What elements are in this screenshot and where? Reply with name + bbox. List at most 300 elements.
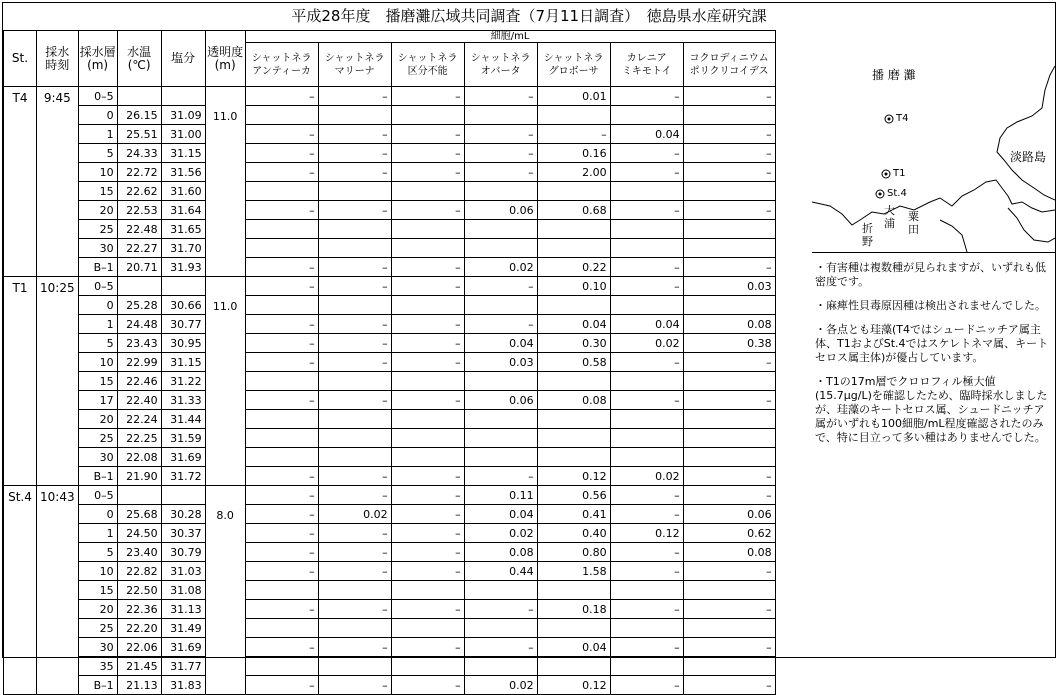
cell-count: 0.02	[610, 334, 683, 353]
sampling-time: 10:25	[37, 277, 79, 486]
cell-count	[391, 657, 464, 676]
cell-count	[683, 429, 775, 448]
cell-count: –	[245, 353, 318, 372]
cell-count	[245, 619, 318, 638]
depth-cell: B–1	[78, 676, 117, 695]
table-row	[4, 258, 776, 277]
cell-count	[537, 182, 610, 201]
depth-cell: 1	[78, 315, 117, 334]
cell-count	[318, 581, 391, 600]
cell-count: 2.00	[537, 163, 610, 182]
cell-count: 0.58	[537, 353, 610, 372]
temp-cell: 22.24	[117, 410, 161, 429]
salinity-cell: 30.77	[161, 315, 205, 334]
cell-count: –	[683, 258, 775, 277]
cell-count: 0.02	[610, 467, 683, 486]
cell-count: 0.80	[537, 543, 610, 562]
table-row	[4, 467, 776, 486]
table-row	[4, 353, 776, 372]
depth-cell: 35	[78, 657, 117, 676]
cell-count	[537, 239, 610, 258]
cell-count: –	[391, 505, 464, 524]
cell-count: 0.08	[683, 315, 775, 334]
temp-cell: 25.68	[117, 505, 161, 524]
cell-count	[318, 220, 391, 239]
cell-count	[318, 657, 391, 676]
cell-count: –	[610, 87, 683, 106]
cell-count: –	[318, 201, 391, 220]
cell-count	[610, 296, 683, 315]
cell-count: –	[610, 144, 683, 163]
cell-count: 0.08	[537, 391, 610, 410]
temp-cell: 21.90	[117, 467, 161, 486]
table-row	[4, 296, 776, 315]
table-row	[4, 220, 776, 239]
cell-count	[610, 448, 683, 467]
cell-count: –	[318, 486, 391, 505]
header-salinity: 塩分	[161, 31, 205, 87]
cell-count: 0.41	[537, 505, 610, 524]
cell-count: –	[683, 600, 775, 619]
cell-count	[464, 619, 537, 638]
cell-count	[683, 239, 775, 258]
cell-count	[683, 220, 775, 239]
cell-count	[318, 106, 391, 125]
salinity-cell: 30.37	[161, 524, 205, 543]
cell-count	[683, 182, 775, 201]
cell-count: –	[245, 505, 318, 524]
table-row	[4, 372, 776, 391]
salinity-cell: 31.83	[161, 676, 205, 695]
cell-count: –	[610, 353, 683, 372]
cell-count: –	[683, 391, 775, 410]
cell-count: –	[318, 353, 391, 372]
tokushima-coast	[812, 180, 1055, 225]
depth-cell: 5	[78, 334, 117, 353]
station-map	[812, 30, 1055, 253]
cell-count: –	[391, 315, 464, 334]
depth-cell: 10	[78, 353, 117, 372]
map-label-kuri: 粟 田	[908, 210, 919, 236]
cell-count	[318, 182, 391, 201]
cell-count	[464, 581, 537, 600]
depth-cell: 25	[78, 619, 117, 638]
cell-count: –	[245, 524, 318, 543]
cell-count	[464, 448, 537, 467]
salinity-cell: 31.15	[161, 144, 205, 163]
salinity-cell: 31.72	[161, 467, 205, 486]
cell-count	[318, 296, 391, 315]
table-row	[4, 201, 776, 220]
cell-count: –	[610, 486, 683, 505]
cell-count	[318, 448, 391, 467]
table-row	[4, 524, 776, 543]
cell-count	[537, 429, 610, 448]
salinity-cell	[161, 486, 205, 505]
temp-cell: 22.50	[117, 581, 161, 600]
cell-count	[318, 619, 391, 638]
report-sheet	[2, 2, 1056, 692]
cell-count	[537, 106, 610, 125]
cell-count	[391, 220, 464, 239]
cell-count	[391, 429, 464, 448]
transparency-cell: 11.0	[205, 277, 245, 486]
cell-count	[610, 106, 683, 125]
temp-cell: 25.51	[117, 125, 161, 144]
cell-count: –	[391, 258, 464, 277]
cell-count	[683, 106, 775, 125]
salinity-cell: 31.49	[161, 619, 205, 638]
cell-count: –	[318, 638, 391, 657]
salinity-cell: 31.22	[161, 372, 205, 391]
table-row	[4, 315, 776, 334]
cell-count: 0.01	[537, 87, 610, 106]
map-label-oura: 大 浦	[884, 204, 895, 230]
cell-count: –	[464, 144, 537, 163]
cell-count: –	[318, 600, 391, 619]
salinity-cell: 30.95	[161, 334, 205, 353]
cell-count	[245, 296, 318, 315]
cell-count: 0.04	[464, 334, 537, 353]
header-cells-group: 細胞/mL	[245, 31, 775, 43]
cell-count	[537, 448, 610, 467]
table-row	[4, 638, 776, 657]
temp-cell: 23.40	[117, 543, 161, 562]
header-species-1: シャットネラ アンティーカ	[245, 43, 318, 87]
cell-count: 0.62	[683, 524, 775, 543]
temp-cell	[117, 87, 161, 106]
table-row	[4, 106, 776, 125]
cell-count: –	[391, 163, 464, 182]
sampling-time: 10:43	[37, 486, 79, 695]
cell-count	[464, 182, 537, 201]
table-row	[4, 486, 776, 505]
cell-count	[537, 372, 610, 391]
cell-count: 0.12	[537, 676, 610, 695]
cell-count: 0.44	[464, 562, 537, 581]
depth-cell: 0	[78, 505, 117, 524]
depth-cell: 15	[78, 372, 117, 391]
temp-cell: 22.48	[117, 220, 161, 239]
salinity-cell: 31.44	[161, 410, 205, 429]
cell-count	[245, 429, 318, 448]
cell-count	[683, 581, 775, 600]
cell-count: –	[318, 562, 391, 581]
cell-count: –	[318, 163, 391, 182]
temp-cell: 22.25	[117, 429, 161, 448]
header-temp: 水温 (℃)	[117, 31, 161, 87]
cell-count: 0.10	[537, 277, 610, 296]
salinity-cell: 31.08	[161, 581, 205, 600]
header-transparency: 透明度 (m)	[205, 31, 245, 87]
cell-count	[537, 410, 610, 429]
depth-cell: 30	[78, 638, 117, 657]
cell-count	[610, 182, 683, 201]
cell-count: –	[391, 562, 464, 581]
cell-count: –	[245, 163, 318, 182]
cell-count: –	[318, 125, 391, 144]
cell-count: –	[318, 277, 391, 296]
cell-count: –	[391, 201, 464, 220]
temp-cell: 21.45	[117, 657, 161, 676]
cell-count: –	[391, 543, 464, 562]
awaji-coast	[997, 66, 1055, 200]
table-row	[4, 543, 776, 562]
salinity-cell: 31.69	[161, 638, 205, 657]
cell-count: –	[610, 676, 683, 695]
cell-count: –	[537, 125, 610, 144]
cell-count	[610, 372, 683, 391]
table-row	[4, 581, 776, 600]
cell-count: 0.06	[464, 391, 537, 410]
cell-count: –	[610, 163, 683, 182]
salinity-cell: 31.15	[161, 353, 205, 372]
table-row	[4, 410, 776, 429]
station-marker-t4	[885, 115, 893, 123]
cell-count	[391, 410, 464, 429]
cell-count	[610, 410, 683, 429]
transparency-cell: 8.0	[205, 486, 245, 695]
cell-count: –	[464, 600, 537, 619]
cell-count: 0.03	[464, 353, 537, 372]
cell-count	[464, 372, 537, 391]
depth-cell: 5	[78, 543, 117, 562]
temp-cell: 22.27	[117, 239, 161, 258]
cell-count	[464, 296, 537, 315]
cell-count: –	[464, 277, 537, 296]
south-coast	[1008, 208, 1055, 242]
cell-count: –	[391, 125, 464, 144]
cell-count: 0.56	[537, 486, 610, 505]
map-label-orino: 折 野	[862, 222, 873, 248]
table-row	[4, 144, 776, 163]
cell-count	[464, 239, 537, 258]
cell-count	[245, 372, 318, 391]
cell-count: –	[610, 543, 683, 562]
depth-cell: 30	[78, 239, 117, 258]
cell-count: –	[245, 638, 318, 657]
station-marker-t1	[882, 170, 890, 178]
cell-count: –	[391, 353, 464, 372]
salinity-cell: 30.66	[161, 296, 205, 315]
cell-count: –	[683, 467, 775, 486]
salinity-cell	[161, 277, 205, 296]
cell-count: –	[610, 258, 683, 277]
depth-cell: 10	[78, 562, 117, 581]
cell-count: –	[245, 543, 318, 562]
cell-count	[391, 581, 464, 600]
cell-count	[245, 581, 318, 600]
table-row	[4, 334, 776, 353]
cell-count: 0.04	[610, 125, 683, 144]
cell-count: –	[245, 315, 318, 334]
cell-count	[537, 296, 610, 315]
temp-cell: 23.43	[117, 334, 161, 353]
cell-count: 0.16	[537, 144, 610, 163]
map-label-st4: St.4	[887, 188, 907, 199]
cell-count	[391, 296, 464, 315]
cell-count	[391, 182, 464, 201]
salinity-cell: 30.79	[161, 543, 205, 562]
cell-count	[683, 410, 775, 429]
salinity-cell: 31.77	[161, 657, 205, 676]
salinity-cell: 31.13	[161, 600, 205, 619]
salinity-cell: 31.93	[161, 258, 205, 277]
cell-count: 0.08	[464, 543, 537, 562]
cell-count: –	[683, 676, 775, 695]
cell-count: 0.06	[464, 201, 537, 220]
cell-count: –	[391, 524, 464, 543]
salinity-cell: 31.64	[161, 201, 205, 220]
cell-count: –	[464, 638, 537, 657]
cell-count	[610, 239, 683, 258]
station-name: T1	[4, 277, 37, 486]
cell-count: –	[318, 543, 391, 562]
map-label-t4: T4	[896, 113, 909, 124]
depth-cell: 15	[78, 182, 117, 201]
river-bank	[940, 220, 967, 252]
cell-count: –	[683, 562, 775, 581]
salinity-cell: 31.33	[161, 391, 205, 410]
cell-count: 0.30	[537, 334, 610, 353]
depth-cell: 0–5	[78, 486, 117, 505]
temp-cell: 26.15	[117, 106, 161, 125]
depth-cell: 15	[78, 581, 117, 600]
cell-count: –	[245, 277, 318, 296]
cell-count: –	[391, 144, 464, 163]
header-species-7: コクロディニウム ポリクリコイデス	[683, 43, 775, 87]
cell-count: –	[391, 638, 464, 657]
cell-count	[464, 410, 537, 429]
salinity-cell: 31.60	[161, 182, 205, 201]
temp-cell: 22.08	[117, 448, 161, 467]
cell-count: –	[245, 87, 318, 106]
cell-count	[610, 429, 683, 448]
cell-count	[610, 581, 683, 600]
cell-count: –	[683, 163, 775, 182]
cell-count: –	[610, 277, 683, 296]
salinity-cell: 31.70	[161, 239, 205, 258]
cell-count: –	[245, 391, 318, 410]
depth-cell: 17	[78, 391, 117, 410]
cell-count: –	[318, 391, 391, 410]
note-3: ・各点とも珪藻(T4ではシュードニッチア属主体、T1およびSt.4ではスケレトネマ属、キートセロス属主体)が優占しています。	[815, 323, 1049, 364]
cell-count: –	[683, 638, 775, 657]
cell-count: –	[683, 201, 775, 220]
salinity-cell: 31.03	[161, 562, 205, 581]
cell-count: –	[245, 467, 318, 486]
table-row	[4, 277, 776, 296]
depth-cell: 0	[78, 106, 117, 125]
cell-count: –	[683, 144, 775, 163]
cell-count	[391, 448, 464, 467]
cell-count	[245, 220, 318, 239]
table-row	[4, 448, 776, 467]
table-row	[4, 163, 776, 182]
cell-count	[464, 429, 537, 448]
salinity-cell: 31.09	[161, 106, 205, 125]
table-row	[4, 505, 776, 524]
cell-count: –	[610, 638, 683, 657]
table-row	[4, 182, 776, 201]
temp-cell	[117, 486, 161, 505]
temp-cell: 21.13	[117, 676, 161, 695]
cell-count: 0.40	[537, 524, 610, 543]
cell-count: 0.03	[683, 277, 775, 296]
cell-count: –	[391, 87, 464, 106]
cell-count: 0.38	[683, 334, 775, 353]
cell-count	[537, 657, 610, 676]
cell-count: 0.12	[610, 524, 683, 543]
header-species-6: カレニア ミキモトイ	[610, 43, 683, 87]
cell-count: –	[610, 562, 683, 581]
plankton-table	[3, 30, 776, 695]
cell-count: –	[245, 334, 318, 353]
cell-count: –	[245, 676, 318, 695]
cell-count: 0.02	[464, 524, 537, 543]
cell-count	[318, 239, 391, 258]
cell-count	[391, 372, 464, 391]
coastline-map	[812, 30, 1055, 252]
temp-cell: 25.28	[117, 296, 161, 315]
salinity-cell: 31.00	[161, 125, 205, 144]
cell-count: 0.06	[683, 505, 775, 524]
cell-count	[245, 410, 318, 429]
table-row	[4, 562, 776, 581]
cell-count: –	[245, 486, 318, 505]
temp-cell: 24.48	[117, 315, 161, 334]
header-species-2: シャットネラ マリーナ	[318, 43, 391, 87]
temp-cell: 22.40	[117, 391, 161, 410]
cell-count	[610, 619, 683, 638]
cell-count	[683, 296, 775, 315]
cell-count: –	[464, 467, 537, 486]
cell-count: 0.02	[464, 676, 537, 695]
cell-count	[245, 448, 318, 467]
depth-cell: 5	[78, 144, 117, 163]
cell-count	[537, 220, 610, 239]
temp-cell	[117, 277, 161, 296]
cell-count: 0.04	[537, 315, 610, 334]
header-species-4: シャットネラ オバータ	[464, 43, 537, 87]
table-row	[4, 600, 776, 619]
cell-count: –	[391, 467, 464, 486]
table-row	[4, 125, 776, 144]
cell-count: –	[318, 676, 391, 695]
cell-count: 0.02	[318, 505, 391, 524]
table-row	[4, 87, 776, 106]
depth-cell: 1	[78, 524, 117, 543]
cell-count: –	[391, 391, 464, 410]
cell-count: 0.04	[537, 638, 610, 657]
cell-count: 0.18	[537, 600, 610, 619]
cell-count: –	[318, 467, 391, 486]
transparency-cell: 11.0	[205, 87, 245, 277]
temp-cell: 24.33	[117, 144, 161, 163]
salinity-cell: 31.69	[161, 448, 205, 467]
header-station: St.	[4, 31, 37, 87]
cell-count: –	[683, 87, 775, 106]
cell-count: –	[610, 391, 683, 410]
temp-cell: 22.36	[117, 600, 161, 619]
cell-count: 1.58	[537, 562, 610, 581]
cell-count: –	[245, 600, 318, 619]
cell-count: –	[683, 353, 775, 372]
cell-count: 0.04	[464, 505, 537, 524]
cell-count: 0.11	[464, 486, 537, 505]
depth-cell: 30	[78, 448, 117, 467]
cell-count: –	[464, 163, 537, 182]
